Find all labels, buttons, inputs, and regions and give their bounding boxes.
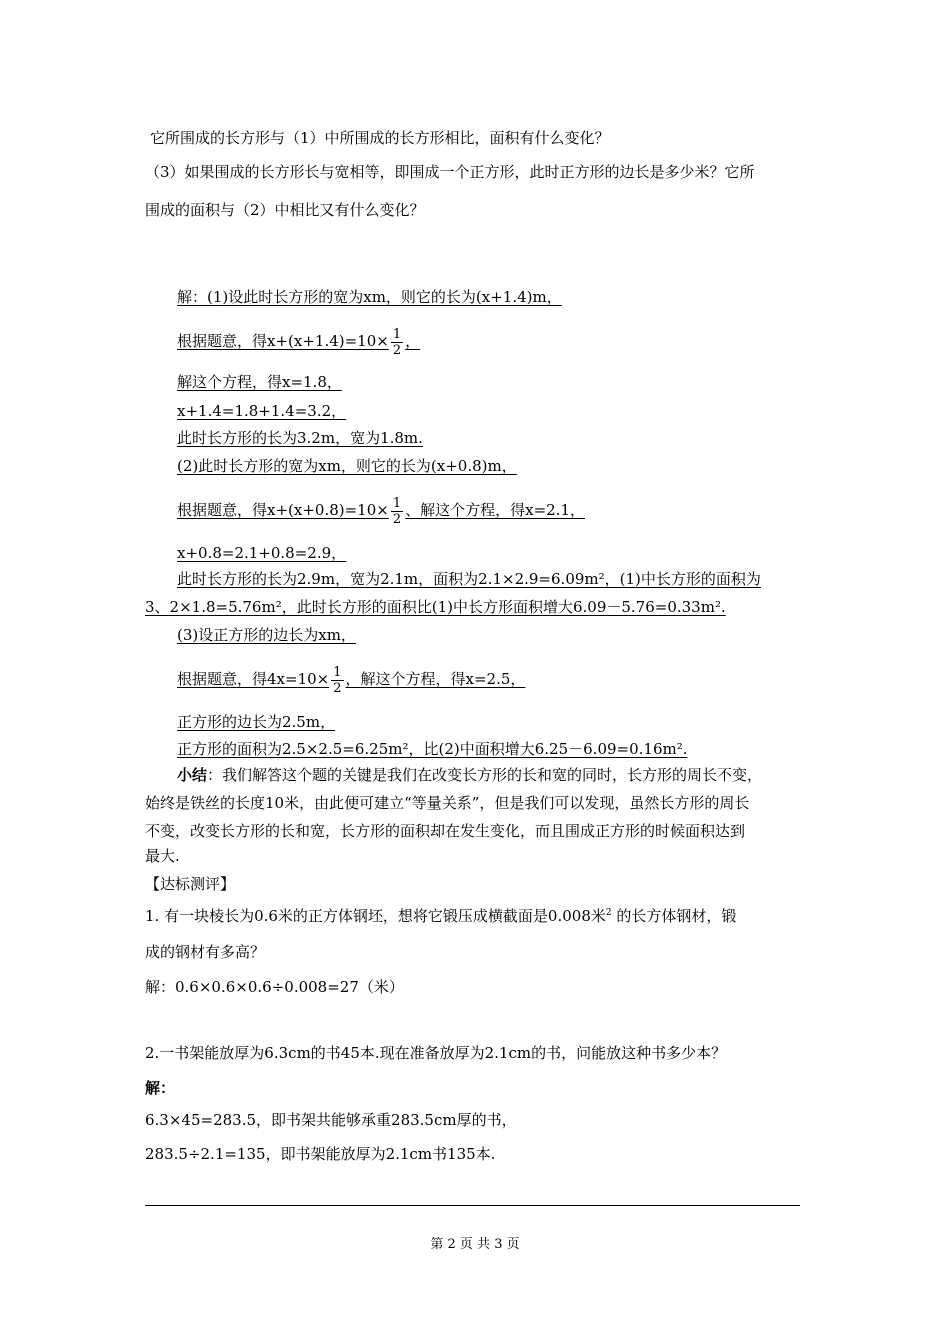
fraction-one-half: $\frac{1}{2}$ — [392, 326, 402, 358]
fraction-one-half: $\frac{1}{2}$ — [333, 664, 342, 696]
summary-line: 小结：我们解答这个题的关键是我们在改变长方形的长和宽的同时，长方形的周长不变， — [177, 766, 763, 784]
page-number: 第 2 页 共 3 页 — [430, 1237, 520, 1252]
solution-line: 此时长方形的长为2.9m，宽为2.1m，面积为2.1×2.9=6.09m²，(1)中长方形的面积为 — [177, 570, 761, 588]
summary-line: 不变，改变长方形的长和宽，长方形的面积却在发生变化，而且围成正方形的时候面积达到 — [145, 822, 746, 840]
problem-solution: 6.3×45=283.5，即书架共能够承重283.5cm厚的书， — [145, 1111, 517, 1129]
problem-solution: 283.5÷2.1=135，即书架能放厚为2.1cm书135本. — [145, 1145, 496, 1163]
question-text: （3）如果围成的长方形长与宽相等，即围成一个正方形，此时正方形的边长是多少米？它所 — [145, 163, 755, 181]
problem-text: 1. 有一块棱长为0.6米的正方体钢坯，想将它锻压成横截面是0.008米$^2$ 的长方体钢材，锻 — [145, 907, 737, 925]
summary-line: 始终是铁丝的长度10米，由此便可建立“等量关系”，但是我们可以发现，虽然长方形的周长 — [145, 794, 750, 812]
question-text: 围成的面积与（2）中相比又有什么变化？ — [145, 201, 425, 219]
problem-text: 2.一书架能放厚为6.3cm的书45本.现在准备放厚为2.1cm的书，问能放这种书多少本？ — [145, 1044, 727, 1062]
problem-text: 成的钢材有多高？ — [145, 943, 266, 961]
summary-line: 最大. — [145, 847, 180, 865]
problem-solution-label: 解： — [145, 1079, 176, 1097]
solution-line: 根据题意，得4x=10× $\frac{1}{2}$ ，解这个方程，得x=2.5， — [177, 664, 526, 696]
footer-divider — [145, 1205, 800, 1206]
solution-line: x+1.4=1.8+1.4=3.2， — [177, 402, 347, 420]
solution-line: 此时长方形的长为3.2m，宽为1.8m. — [177, 429, 423, 447]
solution-line: 正方形的边长为2.5m， — [177, 713, 336, 731]
section-heading: 【达标测评】 — [145, 875, 236, 893]
solution-line: 正方形的面积为2.5×2.5=6.25m²，比(2)中面积增大6.25－6.09=0.16m². — [177, 740, 688, 758]
solution-line: 解：(1)设此时长方形的宽为xm，则它的长为(x+1.4)m， — [177, 288, 562, 306]
summary-label: 小结 — [177, 766, 208, 784]
solution-line: 解这个方程，得x=1.8， — [177, 373, 342, 391]
solution-line: (3)设正方形的边长为xm， — [177, 626, 356, 644]
solution-line: 根据题意，得x+(x+1.4)=10× $\frac{1}{2}$ ， — [177, 326, 421, 358]
solution-line: (2)此时长方形的宽为xm，则它的长为(x+0.8)m， — [177, 457, 517, 475]
fraction-one-half: $\frac{1}{2}$ — [392, 495, 402, 527]
question-text: 它所围成的长方形与（1）中所围成的长方形相比，面积有什么变化？ — [150, 129, 610, 147]
solution-line: 根据题意，得x+(x+0.8)=10× $\frac{1}{2}$ 、解这个方程，得x=2.1， — [177, 495, 586, 527]
problem-solution: 解：0.6×0.6×0.6÷0.008=27（米） — [145, 978, 404, 996]
solution-line: x+0.8=2.1+0.8=2.9， — [177, 544, 347, 562]
solution-line: 3、2×1.8=5.76m²，此时长方形的面积比(1)中长方形面积增大6.09－5.76=0.33m². — [145, 598, 726, 616]
